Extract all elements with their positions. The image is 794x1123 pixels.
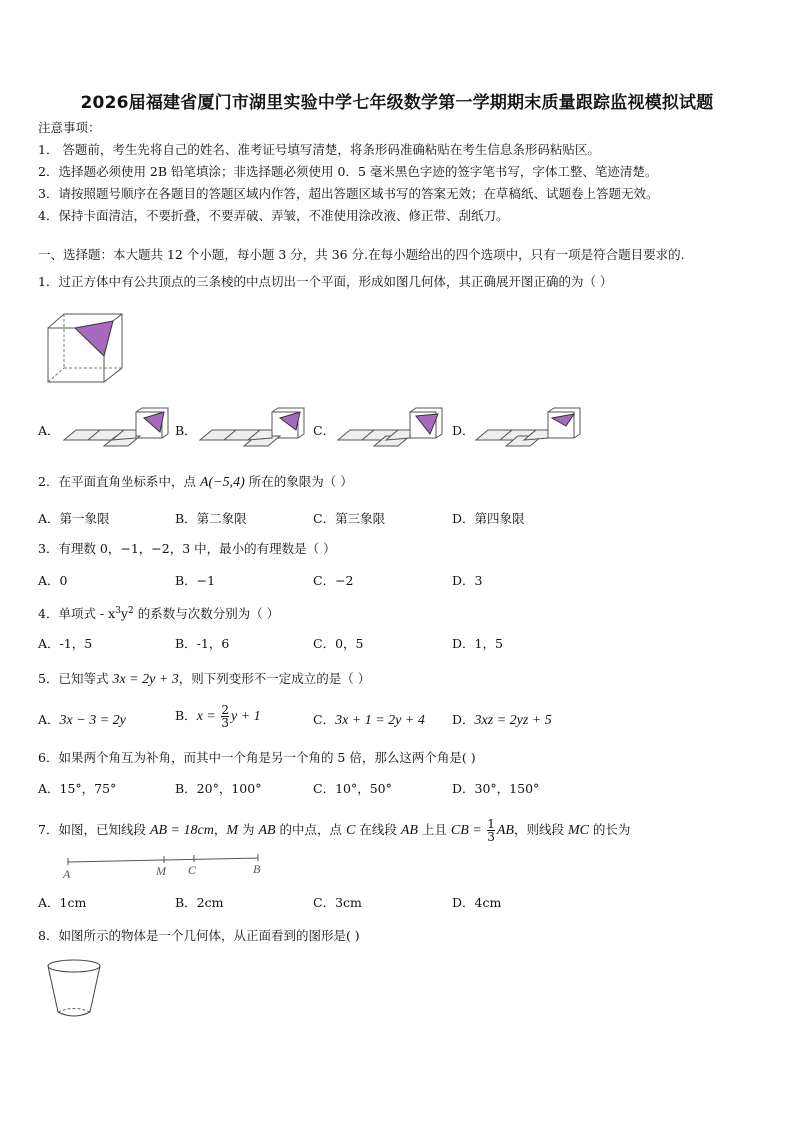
q5-option-c[interactable]: C．3x + 1 = 2y + 4: [313, 712, 425, 728]
question-2-stem: 2．在平面直角坐标系中，点 A(−5,4) 所在的象限为（ ）: [38, 474, 353, 490]
q3-option-d[interactable]: D．3: [452, 573, 483, 588]
q4-option-c[interactable]: C．0，5: [313, 636, 364, 651]
q7-option-a[interactable]: A．1cm: [38, 895, 87, 910]
question-7-stem: 7．如图，已知线段 AB = 18cm，M 为 AB 的中点，点 C 在线段 AB 上且 CB = $\frac{1}{3}$ AB，则线段 MC 的长为: [38, 817, 631, 844]
q1-option-d-net[interactable]: [476, 408, 580, 446]
q6-option-b[interactable]: B．20°，100°: [175, 781, 262, 796]
q2-option-b[interactable]: B．第二象限: [175, 511, 247, 526]
q2-point: A(−5,4): [199, 475, 245, 490]
q3-option-a[interactable]: A．0: [38, 573, 68, 588]
q5-option-b[interactable]: B．x = $\frac{2}{3}$ y + 1: [175, 703, 261, 730]
question-3-stem: 3．有理数 0，−1，−2，3 中，最小的有理数是（ ）: [38, 541, 336, 556]
q6-option-d[interactable]: D．30°，150°: [452, 781, 540, 796]
notice-item-3: 3．请按照题号顺序在各题目的答题区域内作答，超出答题区域书写的答案无效；在草稿纸、试题卷上答题无效。: [38, 186, 659, 201]
notice-item-1: 1． 答题前，考生先将自己的姓名、准考证号填写清楚，将条形码准确粘贴在考生信息条形码粘贴区。: [38, 142, 600, 157]
q1-option-c-net[interactable]: [338, 408, 442, 446]
q7-point-b: B: [253, 862, 261, 876]
q7-option-c[interactable]: C．3cm: [313, 895, 362, 910]
notice-item-4: 4．保持卡面清洁，不要折叠，不要弄破、弄皱，不准使用涂改液、修正带、刮纸刀。: [38, 208, 509, 223]
notice-item-2: 2．选择题必须使用 2B 铅笔填涂；非选择题必须使用 0．5 毫米黑色字迹的签字笔书写，字体工整、笔迹清楚。: [38, 164, 658, 179]
q5-option-d[interactable]: D．3xz = 2yz + 5: [452, 712, 552, 728]
q1-option-d-label[interactable]: D．: [452, 423, 475, 438]
q1-option-a-net[interactable]: [64, 408, 168, 446]
q7-point-a: A: [63, 867, 71, 881]
q5-option-a[interactable]: A．3x − 3 = 2y: [38, 712, 126, 728]
notice-heading: 注意事项：: [38, 120, 101, 135]
q1-option-b-net[interactable]: [200, 408, 304, 446]
question-8-stem: 8．如图所示的物体是一个几何体，从正面看到的图形是( ): [38, 928, 360, 943]
q4-option-a[interactable]: A．-1，5: [38, 636, 93, 651]
q3-option-c[interactable]: C．−2: [313, 573, 354, 588]
q4-option-d[interactable]: D．1，5: [452, 636, 503, 651]
question-6-stem: 6．如果两个角互为补角，而其中一个角是另一个角的 5 倍，那么这两个角是( ): [38, 750, 476, 765]
q6-option-a[interactable]: A．15°，75°: [38, 781, 117, 796]
q2-option-d[interactable]: D．第四象限: [452, 511, 525, 526]
q7-point-c: C: [188, 863, 197, 877]
q1-option-b-label[interactable]: B．: [175, 423, 197, 438]
q3-option-b[interactable]: B．−1: [175, 573, 216, 588]
q1-option-c-label[interactable]: C．: [313, 423, 336, 438]
question-1-stem: 1．过正方体中有公共顶点的三条棱的中点切出一个平面，形成如图几何体，其正确展开图正确的为（ ）: [38, 274, 613, 289]
q8-cup-figure: [44, 958, 106, 1020]
q1-cube-figure: [44, 312, 126, 384]
q7-point-m: M: [156, 864, 166, 878]
q2-option-a[interactable]: A．第一象限: [38, 511, 110, 526]
q7-option-b[interactable]: B．2cm: [175, 895, 224, 910]
q6-option-c[interactable]: C．10°，50°: [313, 781, 392, 796]
q7-option-d[interactable]: D．4cm: [452, 895, 502, 910]
section-1-heading: 一、选择题：本大题共 12 个小题，每小题 3 分，共 36 分.在每小题给出的四个选项中，只有一项是符合题目要求的.: [38, 247, 685, 262]
q4-option-b[interactable]: B．-1，6: [175, 636, 230, 651]
q1-option-a-label[interactable]: A．: [38, 423, 60, 438]
q2-option-c[interactable]: C．第三象限: [313, 511, 386, 526]
q5-equation: 3x = 2y + 3: [112, 672, 179, 687]
exam-title: 2026届福建省厦门市湖里实验中学七年级数学第一学期期末质量跟踪监视模拟试题: [80, 93, 714, 113]
question-4-stem: 4．单项式 - $x^3y^2$ 的系数与次数分别为（ ）: [38, 606, 280, 622]
question-5-stem: 5．已知等式 3x = 2y + 3，则下列变形不一定成立的是（ ）: [38, 671, 371, 687]
q7-segment-figure: [60, 852, 270, 882]
